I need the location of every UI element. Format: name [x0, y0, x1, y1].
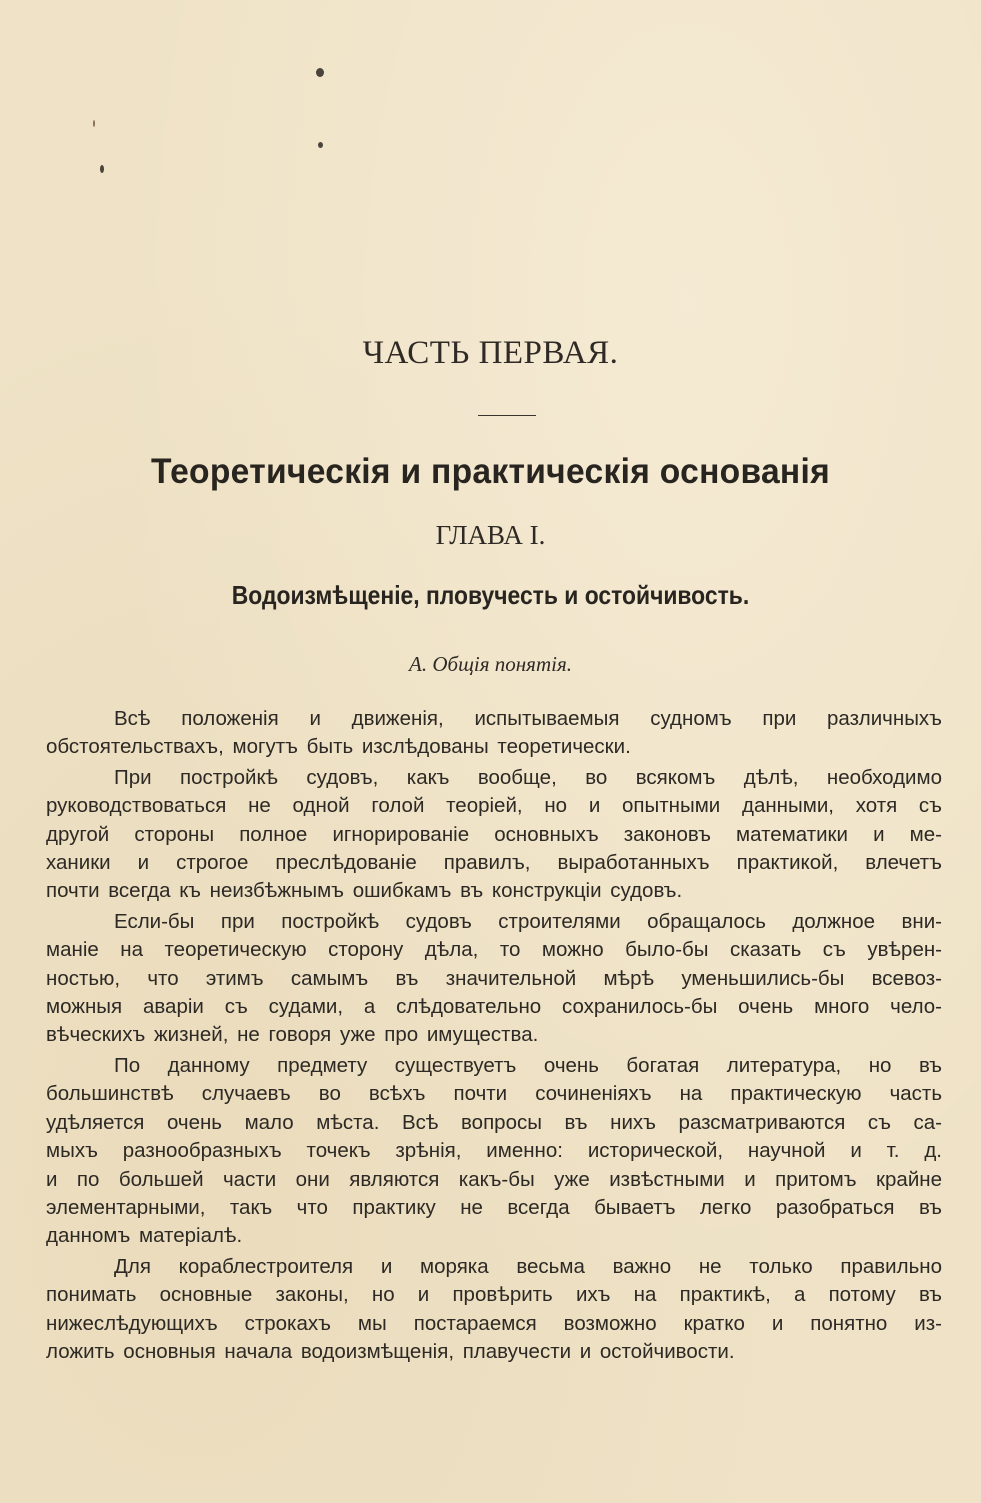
paper-speck — [318, 142, 323, 148]
text-line: удѣляется очень мало мѣста. Всѣ вопросы въ нихъ разсматриваются съ са- — [46, 1110, 942, 1134]
text-line: Если-бы при постройкѣ судовъ строителями обращалось должное вни- — [114, 909, 942, 933]
body-text — [46, 705, 942, 1368]
chapter-heading: ГЛАВА I. — [435, 520, 546, 550]
text-line: ложить основныя начала водоизмѣщенія, плавучести и остойчивости. — [46, 1339, 735, 1363]
text-line: При постройкѣ судовъ, какъ вообще, во всякомъ дѣлѣ, необходимо — [114, 765, 942, 789]
text-line: большинствѣ случаевъ во всѣхъ почти сочиненіяхъ на практическую часть — [46, 1082, 942, 1106]
paragraph — [46, 1052, 942, 1251]
text-line: данномъ матеріалѣ. — [46, 1224, 243, 1248]
subsection-heading: А. Общія понятія. — [409, 652, 572, 676]
text-line: обстоятельствахъ, могутъ быть изслѣдованы теоретически. — [46, 735, 631, 759]
paragraph — [46, 1253, 942, 1367]
paragraph — [46, 908, 942, 1050]
text-line: По данному предмету существуетъ очень богатая литература, но въ — [114, 1053, 942, 1077]
chapter-title: Водоизмѣщеніе, пловучесть и остойчивость. — [231, 580, 750, 610]
part-title: ЧАСТЬ ПЕРВАЯ. — [362, 335, 619, 371]
divider-rule — [478, 415, 536, 416]
text-line: руководствоваться не одной голой теоріей, но и опытными данными, хотя съ — [46, 794, 942, 818]
text-line: другой стороны полное игнорированіе основныхъ законовъ математики и ме- — [46, 822, 942, 846]
text-line: ханики и строгое преслѣдованіе правилъ, выработанныхъ практикой, влечетъ — [46, 851, 942, 875]
text-line: можныя аваріи съ судами, а слѣдовательно сохранилось-бы очень много чело- — [46, 995, 942, 1019]
paragraph — [46, 705, 942, 762]
paper-speck — [316, 68, 324, 77]
paper-speck — [93, 120, 95, 127]
text-line: нижеслѣдующихъ строкахъ мы постараемся возможно кратко и понятно из- — [46, 1311, 942, 1335]
text-line: почти всегда къ неизбѣжнымъ ошибкамъ въ конструкціи судовъ. — [46, 879, 683, 903]
text-line: вѣческихъ жизней, не говоря уже про имущества. — [46, 1023, 539, 1047]
text-line: и по большей части они являются какъ-бы уже извѣстными и притомъ крайне — [46, 1167, 942, 1191]
text-line: понимать основные законы, но и провѣрить ихъ на практикѣ, а потому въ — [46, 1283, 942, 1307]
text-line: элементарными, такъ что практику не всегда бываетъ легко разобраться въ — [46, 1195, 942, 1219]
text-line: мыхъ разнообразныхъ точекъ зрѣнія, именно: исторической, научной и т. д. — [46, 1139, 942, 1163]
paper-speck — [100, 165, 104, 173]
text-line: Для кораблестроителя и моряка весьма важно не только правильно — [114, 1254, 942, 1278]
section-title: Теоретическія и практическія основанія — [150, 452, 831, 491]
text-line: маніе на теоретическую сторону дѣла, то можно было-бы сказать съ увѣрен- — [46, 938, 942, 962]
text-line: Всѣ положенія и движенія, испытываемыя судномъ при различныхъ — [114, 707, 942, 730]
paragraph — [46, 764, 942, 906]
text-line: ностью, что этимъ самымъ въ значительной мѣрѣ уменьшились-бы всевоз- — [46, 966, 942, 990]
